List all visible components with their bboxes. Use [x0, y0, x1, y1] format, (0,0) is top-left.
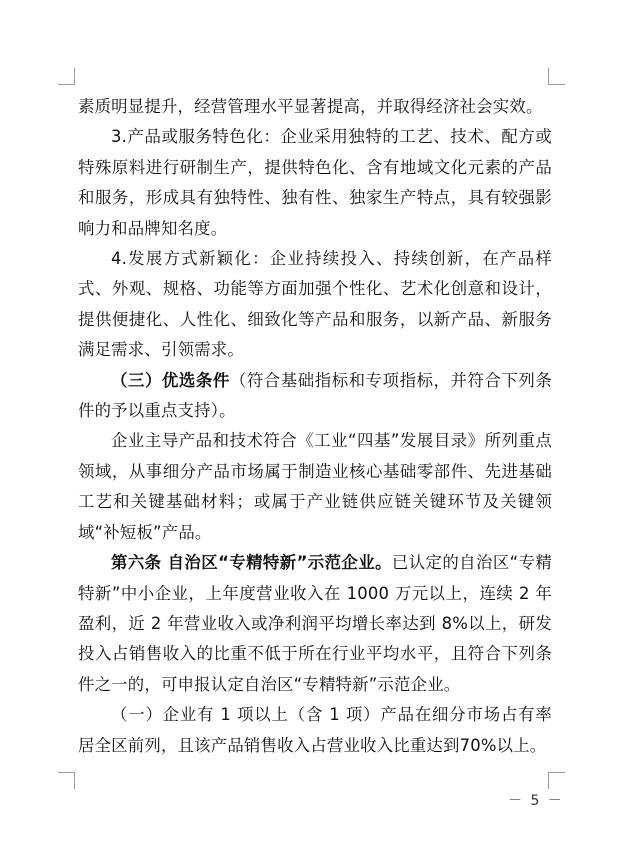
paragraph-development-mode: 4.发展方式新颖化：企业持续投入、持续创新，在产品样式、外观、规格、功能等方面加强个性化、艺术化创意和设计，提供便捷化、人性化、细致化等产品和服务，以新产品、新服务满足需求、引领需求。 [78, 249, 552, 360]
preferred-conditions-text: （符合基础指标和专项指标，并符合下列条件的予以重点支持）。 [78, 370, 552, 421]
paragraph-article-six [78, 548, 552, 700]
paragraph-key-fields: 企业主导产品和技术符合《工业“四基”发展目录》所列重点领域，从事细分产品市场属于制造业核心基础零部件、先进基础工艺和关键基础材料；或属于产业链供应链关键环节及关键领域“补短板”产品。 [78, 431, 552, 542]
crop-mark-top-right [548, 68, 565, 85]
paragraph-item-one: （一）企业有 1 项以上（含 1 项）产品在细分市场占有率居全区前列，且该产品销售收入占营业收入比重达到70%以上。 [78, 705, 552, 755]
crop-mark-top-left [58, 68, 75, 85]
paragraph-preferred-conditions [78, 366, 552, 427]
preferred-conditions-heading: （三）优选条件 [111, 370, 230, 390]
crop-mark-bottom-right [548, 772, 565, 789]
paragraph-product-service: 3.产品或服务特色化：企业采用独特的工艺、技术、配方或特殊原料进行研制生产，提供特色化、含有地域文化元素的产品和服务，形成具有独特性、独有性、独家生产特点，具有较强影响力和品牌知名度。 [78, 127, 552, 238]
page-number: － 5 － [508, 793, 564, 809]
body-text [78, 92, 552, 761]
article-six-text: 已认定的自治区“专精特新”中小企业，上年度营业收入在 1000 万元以上，连续 2 年盈利，近 2 年营业收入或净利润平均增长率达到 8%以上，研发投入占销售收入的比重不低于所在行业平均水平，且符合下列条件之一的，可申报认定自治区“专精特新”示范企业。 [78, 553, 552, 694]
paragraph-continuation: 素质明显提升，经营管理水平显著提高，并取得经济社会实效。 [78, 97, 543, 116]
crop-mark-bottom-left [58, 772, 75, 789]
article-six-heading: 第六条 自治区“专精特新”示范企业。 [111, 553, 392, 573]
